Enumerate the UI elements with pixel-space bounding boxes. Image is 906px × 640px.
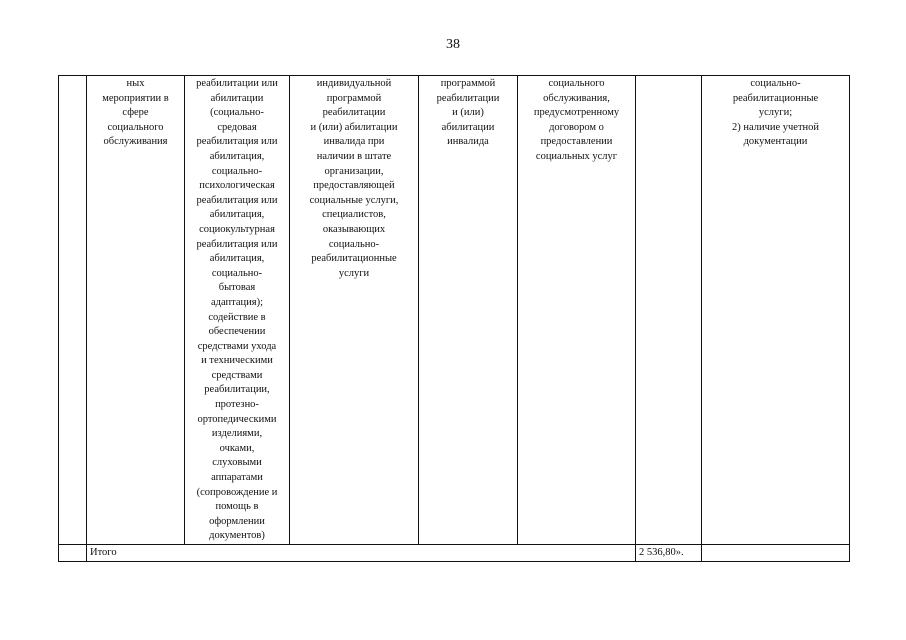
total-trailing-cell bbox=[702, 545, 850, 562]
total-row bbox=[59, 545, 850, 562]
service-period-cell: социального обслуживания, предусмотренному договором о предоставлении социальных услуг bbox=[518, 76, 636, 545]
service-name-cell: ных мероприятии в сфере социального обслуживания bbox=[87, 76, 185, 545]
total-empty-cell bbox=[59, 545, 87, 562]
page-number: 38 bbox=[446, 37, 460, 52]
total-label: Итого bbox=[87, 545, 636, 562]
service-cost-cell bbox=[636, 76, 702, 545]
service-quality-cell: социально- реабилитационные услуги; 2) наличие учетной документации bbox=[702, 76, 850, 545]
service-program-cell: программой реабилитации и (или) абилитации инвалида bbox=[419, 76, 518, 545]
total-value: 2 536,80». bbox=[636, 545, 702, 562]
service-conditions-cell: индивидуальной программой реабилитации и (или) абилитации инвалида при наличии в штате организации, предоставляющей социальные услуги, специалистов, оказывающих социально- реабилитационные услуги bbox=[290, 76, 419, 545]
table-row bbox=[59, 76, 850, 545]
service-description-cell: реабилитации или абилитации (социально- средовая реабилитация или абилитация, социально- психологическая реабилитация или абилитация, социокультурная реабилитация или абилитация, социально- бытовая адаптация); содействие в обеспечении средствами ухода и техническими средствами реабилитации, протезно- ортопедическими изделиями, очками, слуховыми аппаратами (сопровождение и помощь в оформлении документов) bbox=[185, 76, 290, 545]
services-table bbox=[58, 75, 850, 562]
row-number-cell bbox=[59, 76, 87, 545]
